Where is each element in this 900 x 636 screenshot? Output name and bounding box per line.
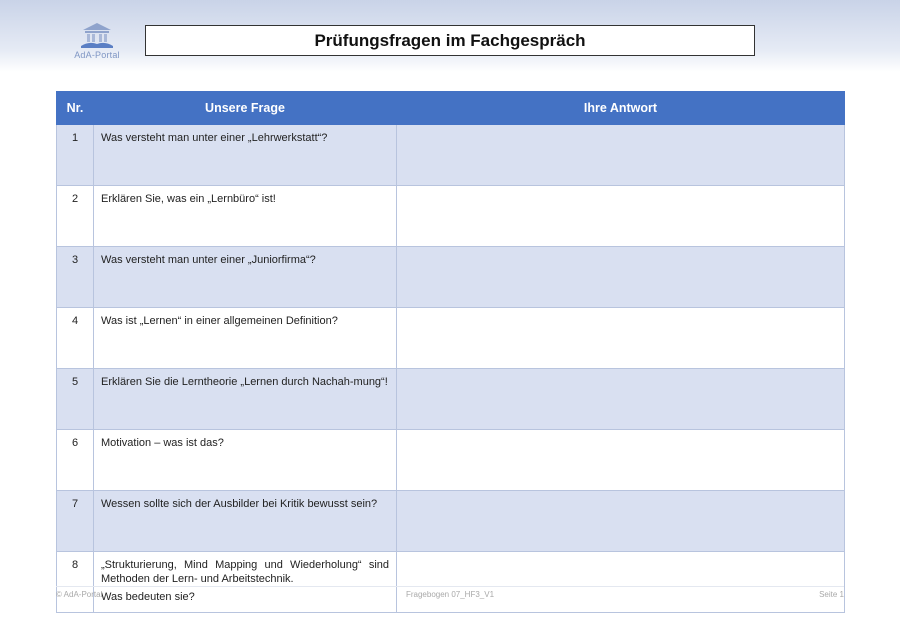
question-text: Erklären Sie die Lerntheorie „Lernen durch Nachah-mung“!	[101, 376, 388, 388]
question-cell	[94, 186, 397, 247]
row-number: 2	[57, 186, 94, 247]
question-cell	[94, 308, 397, 369]
question-cell	[94, 491, 397, 552]
question-cell	[94, 430, 397, 491]
question-text: Was versteht man unter einer „Juniorfirma“?	[101, 254, 316, 266]
answer-cell[interactable]	[397, 125, 845, 186]
row-number: 4	[57, 308, 94, 369]
table-row	[57, 247, 845, 308]
answer-cell[interactable]	[397, 308, 845, 369]
table-row	[57, 552, 845, 613]
question-text: „Strukturierung, Mind Mapping und Wiederholung“ sind Methoden der Lern- und Arbeitstechnik.	[101, 559, 389, 585]
footer-divider	[56, 586, 844, 587]
row-number: 8	[57, 552, 94, 613]
question-table	[56, 91, 845, 613]
row-number: 6	[57, 430, 94, 491]
footer-page-number: Seite 1	[819, 590, 844, 599]
question-text: Was ist „Lernen“ in einer allgemeinen Definition?	[101, 315, 338, 327]
row-number: 1	[57, 125, 94, 186]
row-number: 3	[57, 247, 94, 308]
answer-cell[interactable]	[397, 491, 845, 552]
logo-text: AdA-Portal	[74, 50, 120, 60]
building-icon	[80, 22, 114, 48]
question-cell	[94, 125, 397, 186]
question-text: Wessen sollte sich der Ausbilder bei Kritik bewusst sein?	[101, 498, 378, 510]
footer-copyright: © AdA-Portal	[56, 590, 103, 599]
table-header-row	[57, 92, 845, 125]
answer-cell[interactable]	[397, 369, 845, 430]
question-cell	[94, 369, 397, 430]
column-header-answer: Ihre Antwort	[397, 92, 845, 125]
column-header-question: Unsere Frage	[94, 92, 397, 125]
table-row	[57, 491, 845, 552]
answer-cell[interactable]	[397, 247, 845, 308]
table-row	[57, 125, 845, 186]
page-title: Prüfungsfragen im Fachgespräch	[145, 25, 755, 56]
table-row	[57, 308, 845, 369]
question-cell	[94, 247, 397, 308]
column-header-nr: Nr.	[57, 92, 94, 125]
row-number: 7	[57, 491, 94, 552]
footer-document-id: Fragebogen 07_HF3_V1	[405, 590, 495, 599]
answer-cell[interactable]	[397, 430, 845, 491]
row-number: 5	[57, 369, 94, 430]
answer-cell[interactable]	[397, 552, 845, 613]
answer-cell[interactable]	[397, 186, 845, 247]
table-row	[57, 369, 845, 430]
question-text: Erklären Sie, was ein „Lernbüro“ ist!	[101, 193, 276, 205]
table-row	[57, 430, 845, 491]
question-text: Was versteht man unter einer „Lehrwerkstatt“?	[101, 132, 328, 144]
table-row	[57, 186, 845, 247]
logo	[62, 22, 132, 62]
question-text: Motivation – was ist das?	[101, 437, 224, 449]
question-followup: Was bedeuten sie?	[101, 591, 195, 603]
question-cell	[94, 552, 397, 613]
